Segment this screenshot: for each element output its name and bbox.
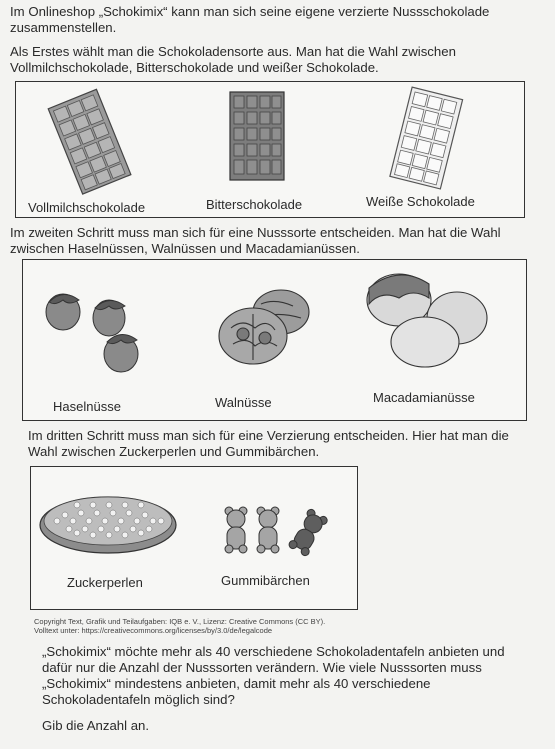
copyright-notice <box>34 617 534 635</box>
white-chocolate-bar-icon <box>384 86 468 192</box>
dark-chocolate-bar-icon <box>228 90 286 182</box>
walnut-icon <box>213 284 313 370</box>
step2-text: Im zweiten Schritt muss man sich für eine Nusssorte entscheiden. Man hat die Wahl zwischen Haselnüssen, Walnüssen und Macadamianüssen. <box>10 225 501 256</box>
label-milk-chocolate: Vollmilchschokolade <box>28 200 146 215</box>
chocolate-box <box>15 81 525 218</box>
decorations-box <box>30 466 358 610</box>
question-text: „Schokimix“ möchte mehr als 40 verschiedene Schokoladentafeln anbieten und dafür nur die Anzahl der Nusssorten verändern. Wie viele Nusssorten muss „Schokimix“ mindestens anbieten, damit mehr als 40 verschiedene Schokoladentafeln möglich sind? <box>42 644 505 707</box>
label-white-chocolate: Weiße Schokolade <box>366 194 475 209</box>
milk-chocolate-bar-icon <box>44 88 134 198</box>
copyright-line-2: Volltext unter: https://creativecommons.org/licenses/by/3.0/de/legalcode <box>34 626 273 635</box>
copyright-line-1: Copyright Text, Grafik und Teilaufgaben: IQB e. V., Lizenz: Creative Commons (CC BY). <box>34 617 326 626</box>
sugar-pearls-icon <box>37 491 179 555</box>
macadamia-icon <box>363 270 493 370</box>
label-gummy-bears: Gummibärchen <box>221 573 310 588</box>
step3-text: Im dritten Schritt muss man sich für eine Verzierung entscheiden. Hier hat man die Wahl zwischen Zuckerperlen und Gummibärchen. <box>28 428 509 459</box>
label-dark-chocolate: Bitterschokolade <box>206 197 303 212</box>
intro-text: Im Onlineshop „Schokimix“ kann man sich seine eigene verzierte Nussschokolade zusammenstellen. <box>10 4 490 35</box>
label-macadamia: Macadamianüsse <box>373 390 475 405</box>
step1-text: Als Erstes wählt man die Schokoladensorte aus. Man hat die Wahl zwischen Vollmilchschokolade, Bitterschokolade und weißer Schokolade. <box>10 44 456 75</box>
label-walnuts: Walnüsse <box>215 395 272 410</box>
gummy-bears-icon <box>221 505 341 557</box>
nuts-box <box>22 259 527 421</box>
label-hazelnuts: Haselnüsse <box>53 399 121 414</box>
label-sugar-pearls: Zuckerperlen <box>67 575 143 590</box>
hazelnut-icon <box>41 286 151 378</box>
instruction-text: Gib die Anzahl an. <box>42 718 150 733</box>
